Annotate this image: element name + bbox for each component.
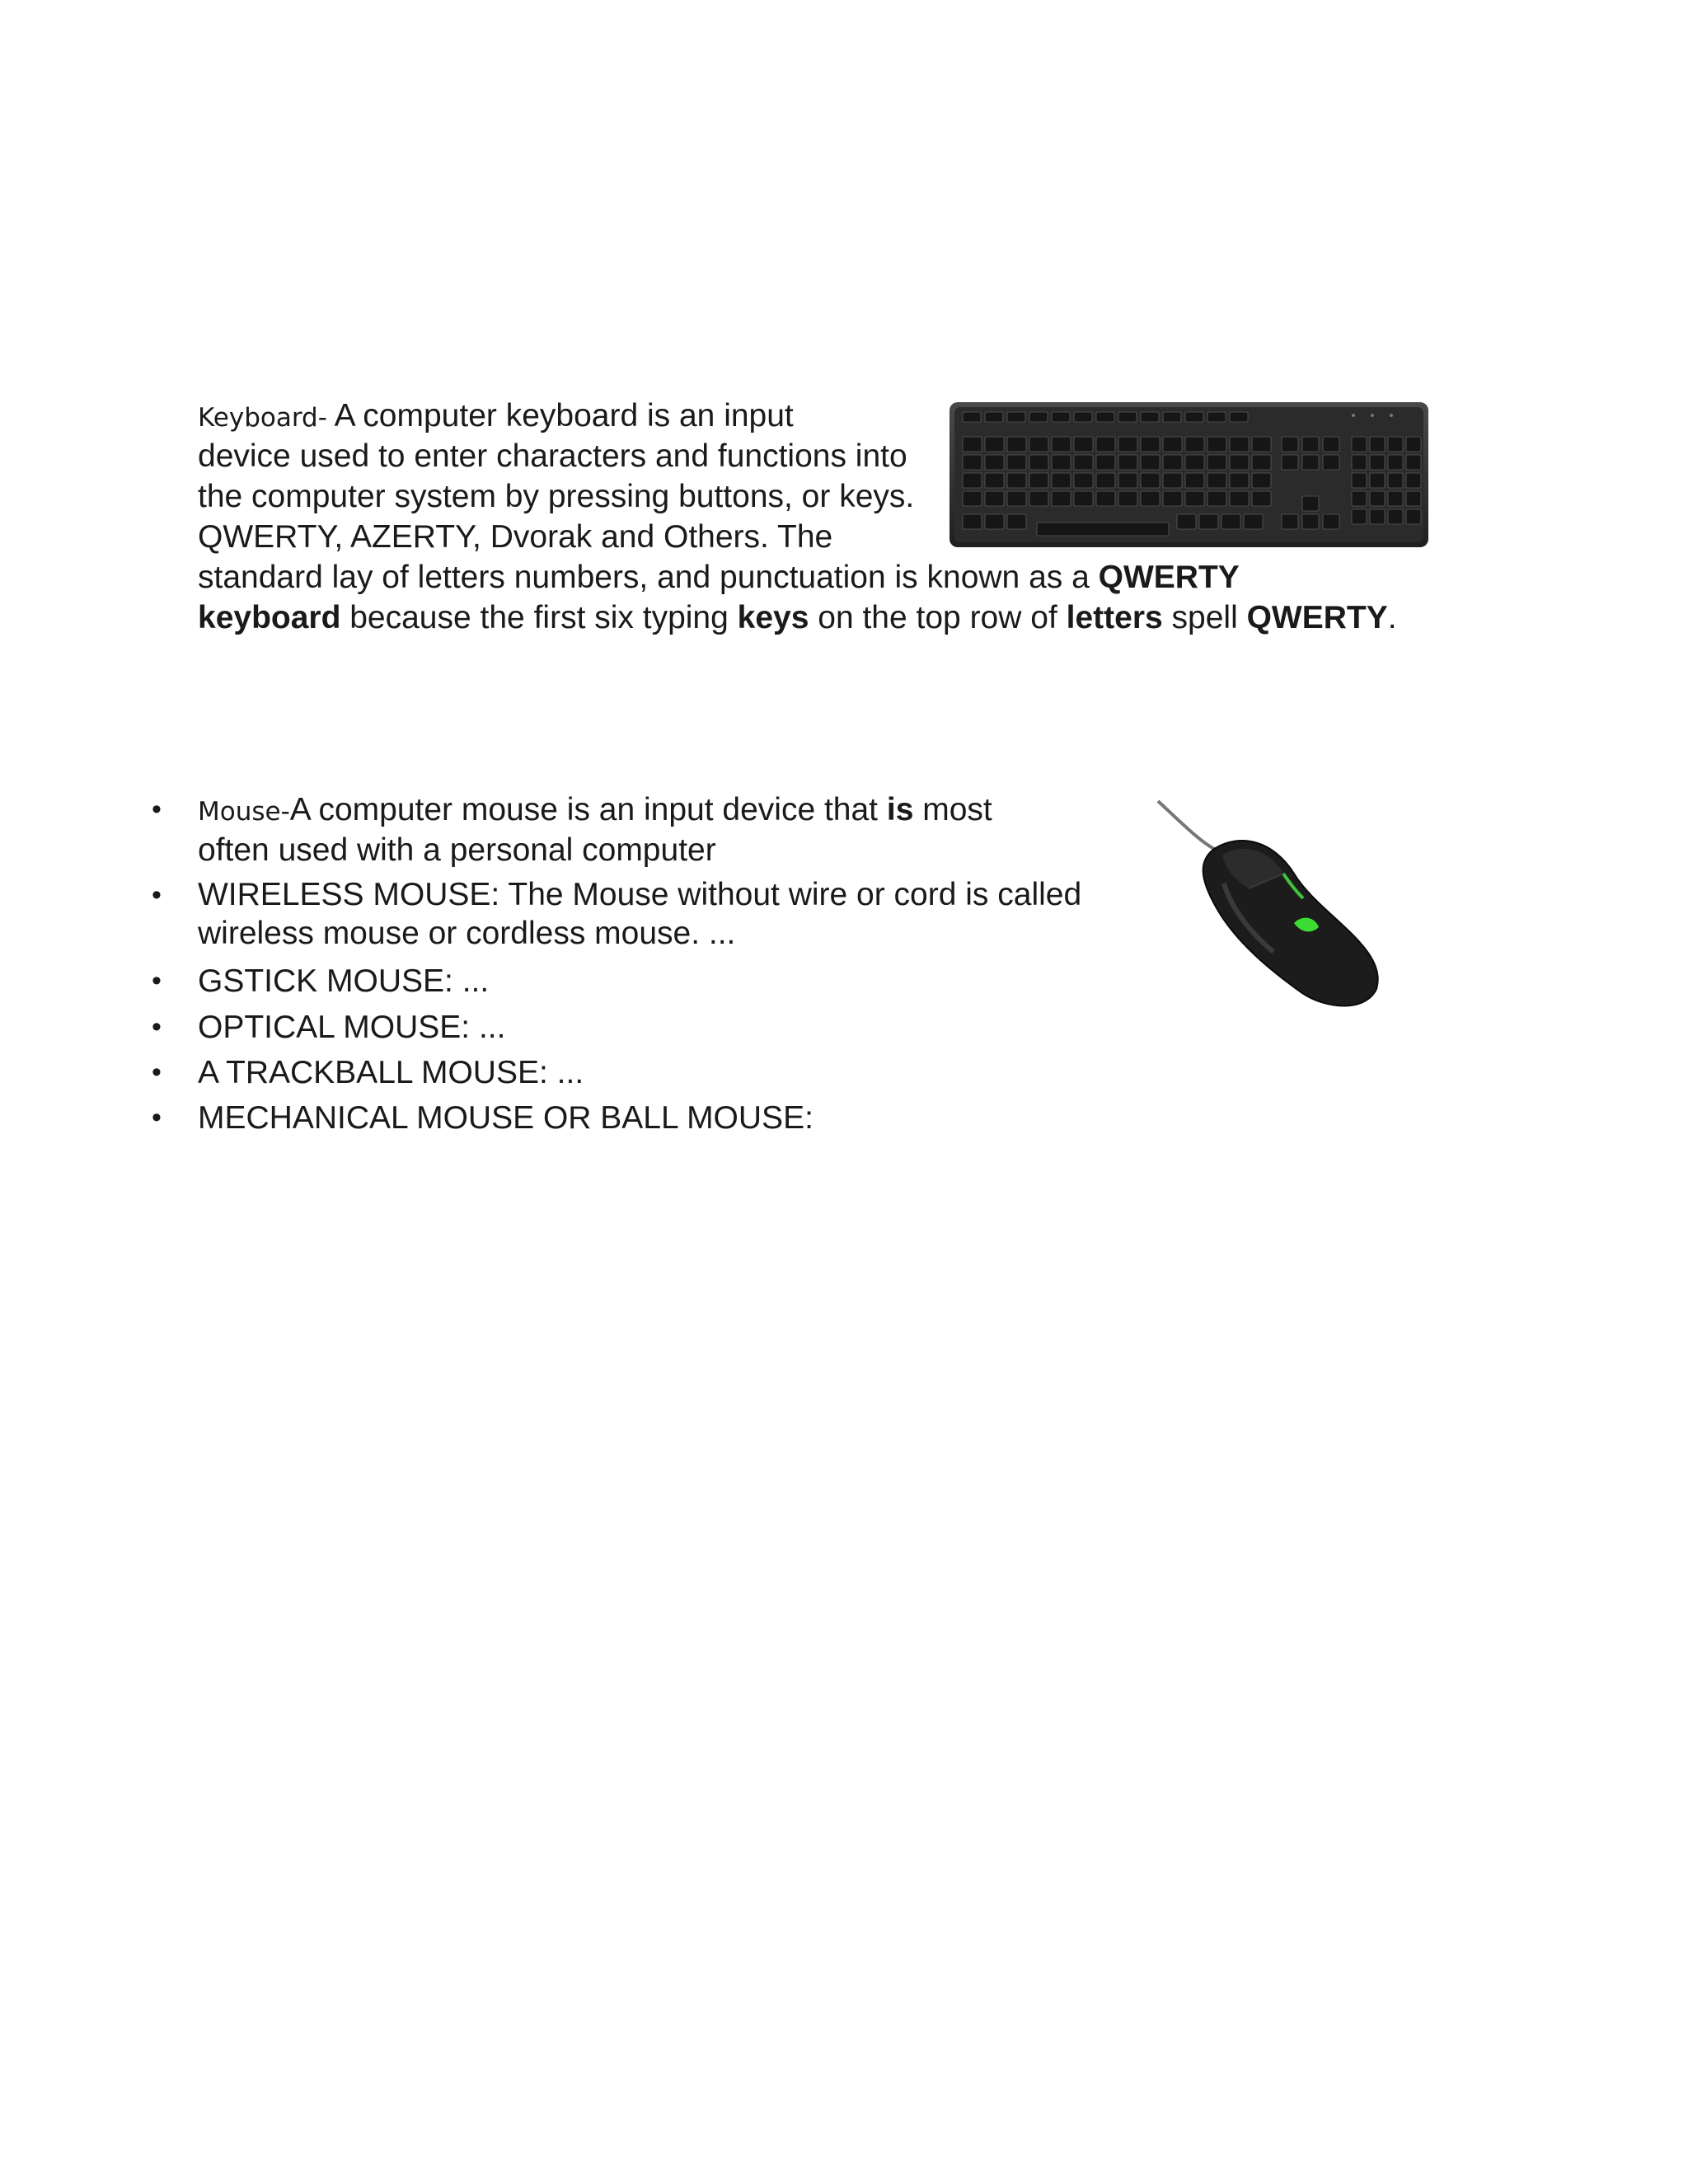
mouse-line-1 bbox=[198, 790, 992, 830]
keyboard-line-6-bold-2: keys bbox=[737, 600, 809, 635]
keyboard-key bbox=[1252, 473, 1271, 488]
keyboard-line-6-bold-4: QWERTY bbox=[1246, 600, 1388, 635]
keyboard-line-2: device used to enter characters and functions into bbox=[198, 438, 907, 474]
keyboard-line-6 bbox=[198, 598, 1688, 638]
keyboard-key bbox=[1163, 455, 1182, 470]
keyboard-key bbox=[1302, 514, 1319, 529]
keyboard-key bbox=[963, 514, 982, 529]
keyboard-lead-word: Keyboard- bbox=[198, 403, 327, 433]
keyboard-key bbox=[1163, 412, 1181, 422]
keyboard-key bbox=[1388, 491, 1403, 506]
keyboard-key bbox=[1007, 514, 1026, 529]
mechanical-text: MECHANICAL MOUSE OR BALL MOUSE: bbox=[198, 1100, 814, 1136]
keyboard-key bbox=[1199, 514, 1218, 529]
trackball-text: A TRACKBALL MOUSE: ... bbox=[198, 1055, 584, 1090]
keyboard-line-6-text-1: because the first six typing bbox=[340, 600, 738, 635]
keyboard-key bbox=[1052, 412, 1070, 422]
keyboard-key bbox=[1207, 455, 1226, 470]
keyboard-key bbox=[1352, 509, 1367, 524]
keyboard-key bbox=[1252, 437, 1271, 452]
keyboard-key bbox=[1029, 412, 1048, 422]
keyboard-key bbox=[1230, 412, 1248, 422]
list-item-text bbox=[198, 790, 992, 870]
keyboard-key bbox=[985, 437, 1004, 452]
keyboard-key bbox=[1388, 455, 1403, 470]
keyboard-line-6-text-2: on the top row of bbox=[809, 600, 1067, 635]
mouse-line-2: often used with a personal computer bbox=[198, 832, 716, 868]
keyboard-line-5-text: standard lay of letters numbers, and punctuation is known as a bbox=[198, 560, 1099, 595]
mouse-photo-icon bbox=[1150, 791, 1405, 1014]
keyboard-key bbox=[1230, 455, 1249, 470]
keyboard-key bbox=[1388, 473, 1403, 488]
keyboard-key bbox=[1370, 473, 1385, 488]
keyboard-key bbox=[1221, 514, 1240, 529]
wireless-line-2: wireless mouse or cordless mouse. ... bbox=[198, 916, 736, 951]
keyboard-key bbox=[1074, 412, 1092, 422]
keyboard-key bbox=[1007, 412, 1025, 422]
bullet-icon: • bbox=[152, 965, 162, 996]
keyboard-key bbox=[1406, 491, 1421, 506]
bullet-icon: • bbox=[152, 1011, 162, 1043]
gstick-text: GSTICK MOUSE: ... bbox=[198, 963, 490, 999]
keyboard-key bbox=[1370, 491, 1385, 506]
keyboard-line-6-end: . bbox=[1387, 600, 1397, 635]
keyboard-key bbox=[1141, 455, 1160, 470]
mouse-line-1-text-b: most bbox=[913, 792, 992, 827]
mouse-lead-word: Mouse- bbox=[198, 797, 290, 827]
optical-text: OPTICAL MOUSE: ... bbox=[198, 1010, 506, 1045]
keyboard-paragraph bbox=[198, 396, 1688, 638]
keyboard-key bbox=[1052, 437, 1071, 452]
keyboard-key bbox=[1207, 437, 1226, 452]
keyboard-key bbox=[1282, 514, 1298, 529]
keyboard-key bbox=[1185, 491, 1204, 506]
mouse-line-1-text-a: A computer mouse is an input device that bbox=[289, 792, 887, 827]
keyboard-key bbox=[1141, 437, 1160, 452]
keyboard-key bbox=[963, 412, 981, 422]
keyboard-key bbox=[1118, 455, 1137, 470]
wireless-line-1: WIRELESS MOUSE: The Mouse without wire or cord is called bbox=[198, 877, 1082, 912]
keyboard-line-1-text: A computer keyboard is an input bbox=[326, 398, 794, 434]
keyboard-key bbox=[1388, 437, 1403, 452]
keyboard-key bbox=[1029, 455, 1048, 470]
keyboard-key bbox=[985, 514, 1004, 529]
keyboard-key bbox=[1352, 491, 1367, 506]
keyboard-key bbox=[1052, 473, 1071, 488]
keyboard-key bbox=[1177, 514, 1196, 529]
keyboard-line-3: the computer system by pressing buttons, or keys. bbox=[198, 479, 915, 514]
keyboard-key bbox=[1406, 455, 1421, 470]
keyboard-key bbox=[1118, 473, 1137, 488]
keyboard-key bbox=[1096, 473, 1115, 488]
keyboard-line-6-bold-3: letters bbox=[1066, 600, 1163, 635]
keyboard-line-5-bold: QWERTY bbox=[1098, 560, 1240, 595]
list-item-text bbox=[198, 875, 1081, 953]
keyboard-key bbox=[1052, 455, 1071, 470]
keyboard-key bbox=[1007, 455, 1026, 470]
keyboard-key bbox=[1207, 491, 1226, 506]
keyboard-key bbox=[1029, 473, 1048, 488]
keyboard-key bbox=[985, 455, 1004, 470]
keyboard-key bbox=[1118, 491, 1137, 506]
keyboard-line-6-text-3: spell bbox=[1162, 600, 1247, 635]
keyboard-key bbox=[1370, 437, 1385, 452]
keyboard-key bbox=[1252, 491, 1271, 506]
keyboard-key bbox=[963, 455, 982, 470]
keyboard-line-1 bbox=[198, 396, 1688, 436]
keyboard-line-5 bbox=[198, 557, 1688, 598]
keyboard-key bbox=[1388, 509, 1403, 524]
keyboard-key bbox=[1141, 473, 1160, 488]
keyboard-key bbox=[1230, 437, 1249, 452]
bullet-icon: • bbox=[152, 1102, 162, 1133]
keyboard-key bbox=[1323, 514, 1339, 529]
keyboard-key bbox=[1096, 491, 1115, 506]
keyboard-line-6-bold-1: keyboard bbox=[198, 600, 341, 635]
keyboard-key bbox=[1096, 412, 1114, 422]
keyboard-key bbox=[963, 491, 982, 506]
keyboard-key bbox=[1074, 437, 1093, 452]
keyboard-key bbox=[1323, 455, 1339, 470]
bullet-icon: • bbox=[152, 1057, 162, 1088]
keyboard-key bbox=[1302, 437, 1319, 452]
keyboard-key bbox=[1029, 437, 1048, 452]
keyboard-key bbox=[1096, 437, 1115, 452]
keyboard-key bbox=[1007, 491, 1026, 506]
keyboard-key bbox=[1185, 473, 1204, 488]
keyboard-key bbox=[1302, 496, 1319, 511]
keyboard-key bbox=[963, 437, 982, 452]
keyboard-key bbox=[1352, 437, 1367, 452]
keyboard-key bbox=[985, 412, 1003, 422]
keyboard-key bbox=[1163, 473, 1182, 488]
keyboard-key bbox=[1141, 491, 1160, 506]
keyboard-key bbox=[1207, 412, 1226, 422]
keyboard-photo-icon bbox=[948, 401, 1430, 551]
keyboard-key bbox=[985, 491, 1004, 506]
keyboard-key bbox=[1207, 473, 1226, 488]
keyboard-key bbox=[1096, 455, 1115, 470]
keyboard-key bbox=[1141, 412, 1159, 422]
keyboard-key bbox=[1230, 473, 1249, 488]
keyboard-key bbox=[1052, 491, 1071, 506]
keyboard-key bbox=[1282, 437, 1298, 452]
keyboard-key bbox=[985, 473, 1004, 488]
keyboard-key bbox=[1163, 491, 1182, 506]
keyboard-key bbox=[1370, 455, 1385, 470]
keyboard-key bbox=[1282, 455, 1298, 470]
keyboard-key bbox=[1074, 455, 1093, 470]
mouse-line-1-bold: is bbox=[886, 792, 914, 827]
keyboard-key bbox=[1074, 491, 1093, 506]
keyboard-key bbox=[1230, 491, 1249, 506]
keyboard-key bbox=[1352, 473, 1367, 488]
keyboard-key bbox=[1406, 437, 1421, 452]
keyboard-key bbox=[1352, 455, 1367, 470]
keyboard-key bbox=[1185, 455, 1204, 470]
keyboard-key bbox=[1244, 514, 1263, 529]
keyboard-key bbox=[1406, 473, 1421, 488]
keyboard-line-4: QWERTY, AZERTY, Dvorak and Others. The bbox=[198, 519, 833, 555]
keyboard-key bbox=[1323, 437, 1339, 452]
keyboard-key bbox=[1118, 437, 1137, 452]
keyboard-key bbox=[1302, 455, 1319, 470]
keyboard-key bbox=[1406, 509, 1421, 524]
keyboard-key bbox=[1370, 509, 1385, 524]
bullet-icon: • bbox=[152, 879, 162, 911]
keyboard-key bbox=[1252, 455, 1271, 470]
keyboard-key bbox=[1007, 473, 1026, 488]
keyboard-key bbox=[1007, 437, 1026, 452]
keyboard-key bbox=[963, 473, 982, 488]
keyboard-key bbox=[1163, 437, 1182, 452]
keyboard-key bbox=[1029, 491, 1048, 506]
keyboard-key bbox=[1185, 437, 1204, 452]
keyboard-key bbox=[1118, 412, 1137, 422]
bullet-icon: • bbox=[152, 794, 162, 825]
keyboard-key bbox=[1074, 473, 1093, 488]
keyboard-key bbox=[1185, 412, 1203, 422]
